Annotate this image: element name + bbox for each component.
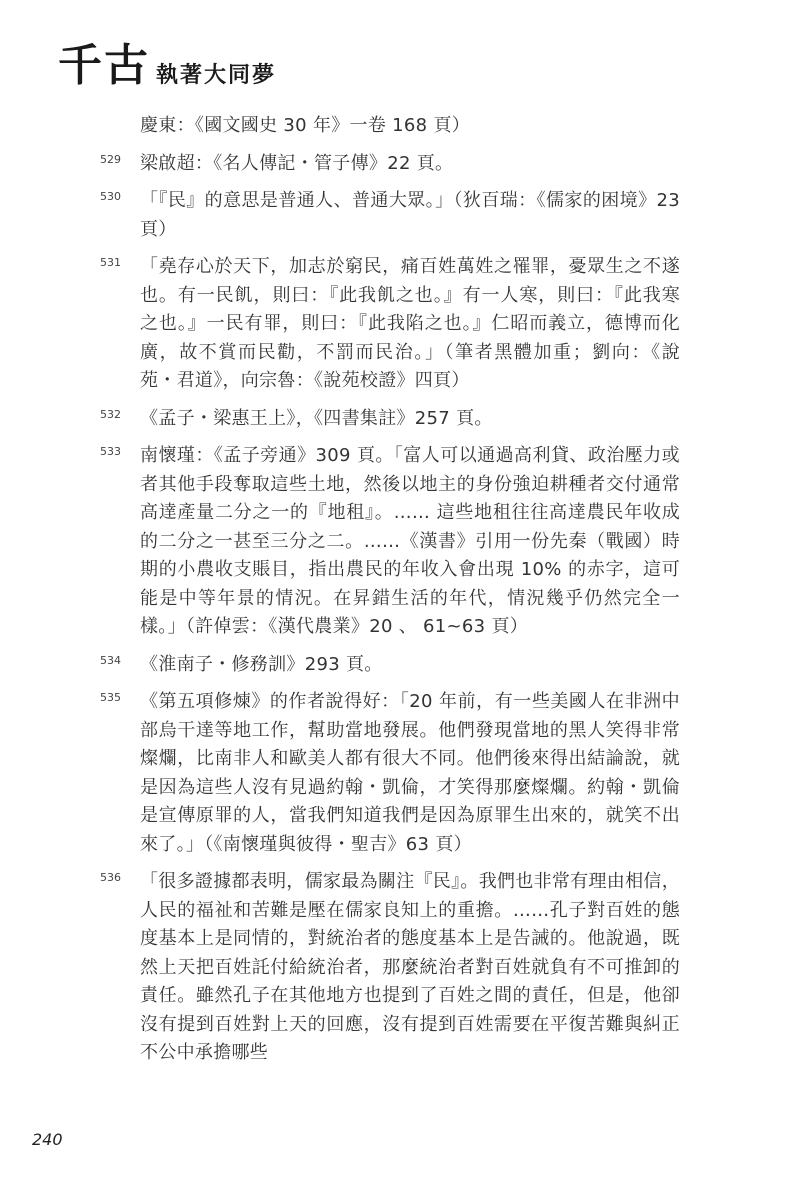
endnote-number: 532 (100, 407, 121, 421)
endnote-532 (100, 405, 680, 434)
page-number: 240 (32, 1130, 63, 1149)
endnote-text: 梁啟超：《名人傳記・管子傳》22 頁。 (140, 152, 454, 174)
endnote-530 (100, 187, 680, 244)
endnote-535 (100, 688, 680, 859)
endnote-text: 「很多證據都表明，儒家最為關注『民』。我們也非常有理由相信，人民的福祉和苦難是壓在儒家良知上的重擔。……孔子對百姓的態度基本上是同情的，對統治者的態度基本上是告誡的。他說過，既然上天把百姓託付給統治者，那麼統治者對百姓就負有不可推卸的責任。雖然孔子在其他地方也提到了百姓之間的責任，但是，他卻沒有提到百姓對上天的回應，沒有提到百姓需要在平復苦難與糾正不公中承擔哪些 (140, 871, 680, 1063)
endnote-number: 530 (100, 190, 121, 203)
endnote-text: 《第五項修煉》的作者說得好：「20 年前，有一些美國人在非洲中部烏干達等地工作，幫助當地發展。他們發現當地的黑人笑得非常燦爛，比南非人和歐美人都有很大不同。他們後來得出結論說，就是因為這些人沒有見過約翰・凱倫，才笑得那麼燦爛。約翰・凱倫是宣傳原罪的人，當我們知道我們是因為原罪生出來的，就笑不出來了。」（《南懷瑾與彼得・聖吉》63 頁） (140, 691, 680, 855)
running-header (58, 28, 277, 91)
endnote-number: 529 (100, 152, 121, 166)
endnote-text: 「堯存心於天下，加志於窮民，痛百姓萬姓之罹罪，憂眾生之不遂也。有一民飢，則曰：『此我飢之也。』有一人寒，則曰：『此我寒之也。』一民有罪，則曰：『此我陷之也。』仁昭而義立，德博而化廣，故不賞而民勸，不罰而民治。」（筆者黑體加重；劉向：《說苑・君道》，向宗魯：《說苑校證》四頁） (140, 256, 680, 391)
endnote-text: 《淮南子・修務訓》293 頁。 (140, 653, 383, 675)
endnote-534 (100, 651, 680, 680)
endnote-number: 531 (100, 256, 121, 269)
endnote-533 (100, 442, 680, 642)
endnote-text: 南懷瑾：《孟子旁通》309 頁。「富人可以通過高利貸、政治壓力或者其他手段奪取這些土地，然後以地主的身份強迫耕種者交付通常高達產量二分之一的『地租』。…… 這些地租往往高達農民年收成的二分之一甚至三分之二。……《漢書》引用一份先秦（戰國）時期的小農收支賬目，指出農民的年收入會出現 10% 的赤字，這可能是中等年景的情況。在昇錯生活的年代，情況幾乎仍然完全一樣。」（許倬雲：《漢代農業》20 、 61~63 頁） (140, 445, 680, 637)
endnote-text: 《孟子・梁惠王上》，《四書集註》257 頁。 (140, 407, 493, 429)
endnotes-list (100, 112, 680, 1077)
endnote-number: 533 (100, 445, 121, 458)
endnote-number: 535 (100, 691, 121, 704)
endnote-number: 534 (100, 653, 121, 667)
endnote-text: 「『民』的意思是普通人、普通大眾。」（狄百瑞：《儒家的困境》23 頁） (140, 190, 680, 240)
endnote-text: 慶東：《國文國史 30 年》一卷 168 頁） (140, 115, 471, 136)
endnote-529 (100, 150, 680, 179)
endnote-531 (100, 253, 680, 396)
book-title: 千古 (58, 40, 150, 91)
endnote-number: 536 (100, 871, 121, 884)
endnote-continued (100, 112, 680, 141)
endnote-536 (100, 868, 680, 1068)
book-subtitle: 執著大同夢 (156, 62, 277, 88)
